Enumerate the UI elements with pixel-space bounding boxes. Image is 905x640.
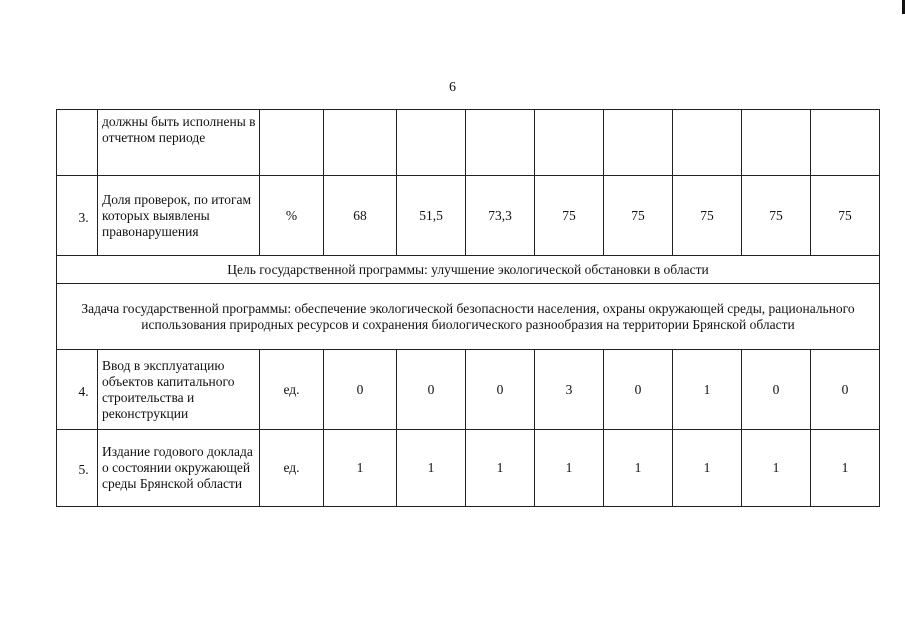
table-row xyxy=(57,430,880,507)
value-cell xyxy=(324,110,397,176)
unit-cell: ед. xyxy=(260,430,324,507)
goal-row xyxy=(57,256,880,284)
value-cell xyxy=(397,110,466,176)
value-cell: 75 xyxy=(742,176,811,256)
value-cell: 0 xyxy=(811,350,880,430)
value-cell: 0 xyxy=(397,350,466,430)
value-cell xyxy=(742,110,811,176)
value-cell: 1 xyxy=(324,430,397,507)
value-cell: 1 xyxy=(604,430,673,507)
indicator-name: должны быть исполнены в отчетном периоде xyxy=(98,110,260,176)
value-cell: 0 xyxy=(324,350,397,430)
value-cell xyxy=(604,110,673,176)
unit-cell xyxy=(260,110,324,176)
unit-cell: ед. xyxy=(260,350,324,430)
row-number: 4. xyxy=(57,350,98,430)
value-cell: 75 xyxy=(811,176,880,256)
value-cell: 1 xyxy=(673,350,742,430)
indicator-name: Издание годового доклада о состоянии окружающей среды Брянской области xyxy=(98,430,260,507)
value-cell: 1 xyxy=(673,430,742,507)
value-cell: 75 xyxy=(673,176,742,256)
value-cell: 3 xyxy=(535,350,604,430)
task-text: Задача государственной программы: обеспечение экологической безопасности населения, охраны окружающей среды, рационального использования природных ресурсов и сохранения биологического разнообразия на территории Брянской области xyxy=(57,284,880,350)
value-cell xyxy=(811,110,880,176)
value-cell: 73,3 xyxy=(466,176,535,256)
value-cell xyxy=(535,110,604,176)
page-number: 6 xyxy=(449,80,456,95)
row-number: 3. xyxy=(57,176,98,256)
indicator-name: Доля проверок, по итогам которых выявлены правонарушения xyxy=(98,176,260,256)
value-cell: 1 xyxy=(811,430,880,507)
value-cell xyxy=(466,110,535,176)
value-cell xyxy=(673,110,742,176)
row-number xyxy=(57,110,98,176)
unit-cell: % xyxy=(260,176,324,256)
value-cell: 75 xyxy=(535,176,604,256)
value-cell: 1 xyxy=(397,430,466,507)
value-cell: 75 xyxy=(604,176,673,256)
value-cell: 1 xyxy=(466,430,535,507)
value-cell: 0 xyxy=(466,350,535,430)
task-row xyxy=(57,284,880,350)
table-row xyxy=(57,176,880,256)
value-cell: 0 xyxy=(742,350,811,430)
row-number: 5. xyxy=(57,430,98,507)
value-cell: 1 xyxy=(742,430,811,507)
indicators-table xyxy=(56,109,880,507)
indicator-name: Ввод в эксплуатацию объектов капитального строительства и реконструкции xyxy=(98,350,260,430)
value-cell: 68 xyxy=(324,176,397,256)
value-cell: 0 xyxy=(604,350,673,430)
value-cell: 1 xyxy=(535,430,604,507)
goal-text: Цель государственной программы: улучшение экологической обстановки в области xyxy=(57,256,880,284)
table-row xyxy=(57,350,880,430)
value-cell: 51,5 xyxy=(397,176,466,256)
table-row xyxy=(57,110,880,176)
